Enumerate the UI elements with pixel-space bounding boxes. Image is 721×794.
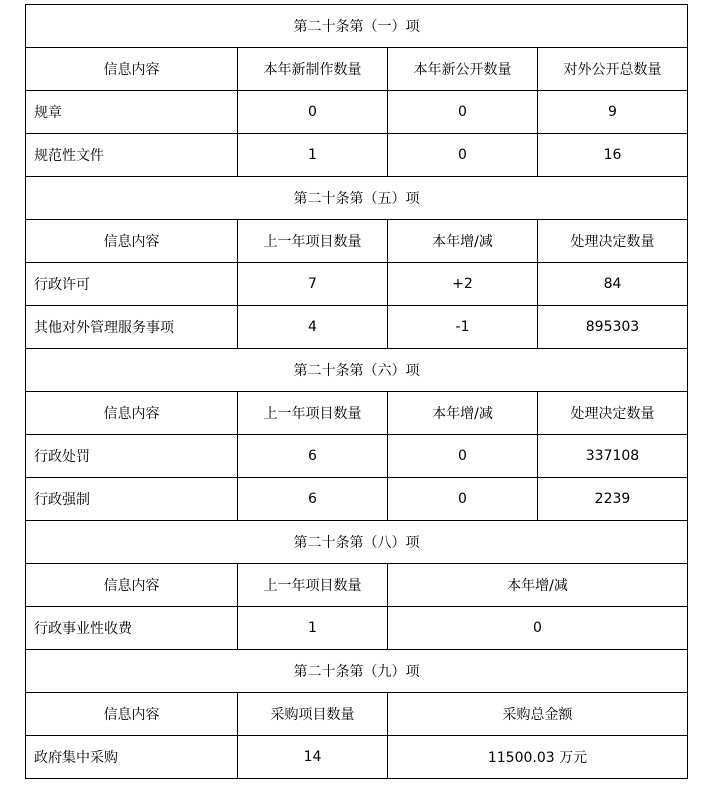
table-cell: 0 — [388, 91, 538, 134]
section-title: 第二十条第（八）项 — [26, 521, 688, 564]
table-header-row — [26, 564, 688, 607]
column-header: 处理决定数量 — [538, 392, 688, 435]
table-cell: 0 — [388, 478, 538, 521]
table-cell: 11500.03 万元 — [388, 736, 688, 779]
table-cell: 2239 — [538, 478, 688, 521]
column-header: 采购总金额 — [388, 693, 688, 736]
column-header: 本年增/减 — [388, 392, 538, 435]
section-title: 第二十条第（六）项 — [26, 349, 688, 392]
table-header-row — [26, 693, 688, 736]
table-cell: 1 — [238, 134, 388, 177]
column-header: 本年增/减 — [388, 220, 538, 263]
section-title-row — [26, 5, 688, 48]
table-cell: 1 — [238, 607, 388, 650]
table-cell: +2 — [388, 263, 538, 306]
column-header: 信息内容 — [26, 564, 238, 607]
column-header: 采购项目数量 — [238, 693, 388, 736]
table-header-row — [26, 48, 688, 91]
table-cell: 0 — [388, 607, 688, 650]
column-header: 对外公开总数量 — [538, 48, 688, 91]
row-label: 行政强制 — [26, 478, 238, 521]
table-row — [26, 435, 688, 478]
section-title-row — [26, 650, 688, 693]
table-cell: -1 — [388, 306, 538, 349]
table-row — [26, 478, 688, 521]
row-label: 行政许可 — [26, 263, 238, 306]
column-header: 信息内容 — [26, 392, 238, 435]
row-label: 行政处罚 — [26, 435, 238, 478]
table-row — [26, 91, 688, 134]
column-header: 信息内容 — [26, 220, 238, 263]
table-row — [26, 263, 688, 306]
section-title: 第二十条第（一）项 — [26, 5, 688, 48]
row-label: 规范性文件 — [26, 134, 238, 177]
column-header: 上一年项目数量 — [238, 564, 388, 607]
column-header: 上一年项目数量 — [238, 392, 388, 435]
table-cell: 6 — [238, 478, 388, 521]
column-header: 信息内容 — [26, 48, 238, 91]
section-title-row — [26, 349, 688, 392]
table-header-row — [26, 392, 688, 435]
table-row — [26, 607, 688, 650]
column-header: 本年新制作数量 — [238, 48, 388, 91]
table-cell: 0 — [238, 91, 388, 134]
column-header: 本年新公开数量 — [388, 48, 538, 91]
section-title-row — [26, 177, 688, 220]
column-header: 处理决定数量 — [538, 220, 688, 263]
table-row — [26, 306, 688, 349]
table-cell: 7 — [238, 263, 388, 306]
table-cell: 337108 — [538, 435, 688, 478]
table-cell: 14 — [238, 736, 388, 779]
section-title-row — [26, 521, 688, 564]
column-header: 上一年项目数量 — [238, 220, 388, 263]
table-row — [26, 134, 688, 177]
row-label: 其他对外管理服务事项 — [26, 306, 238, 349]
table-cell: 9 — [538, 91, 688, 134]
row-label: 规章 — [26, 91, 238, 134]
section-title: 第二十条第（五）项 — [26, 177, 688, 220]
table-cell: 84 — [538, 263, 688, 306]
table-cell: 4 — [238, 306, 388, 349]
table-cell: 6 — [238, 435, 388, 478]
table-row — [26, 736, 688, 779]
section-title: 第二十条第（九）项 — [26, 650, 688, 693]
row-label: 政府集中采购 — [26, 736, 238, 779]
table-cell: 0 — [388, 435, 538, 478]
column-header: 本年增/减 — [388, 564, 688, 607]
table-cell: 895303 — [538, 306, 688, 349]
table-cell: 16 — [538, 134, 688, 177]
row-label: 行政事业性收费 — [26, 607, 238, 650]
table-cell: 0 — [388, 134, 538, 177]
table-header-row — [26, 220, 688, 263]
column-header: 信息内容 — [26, 693, 238, 736]
disclosure-table — [25, 4, 688, 779]
